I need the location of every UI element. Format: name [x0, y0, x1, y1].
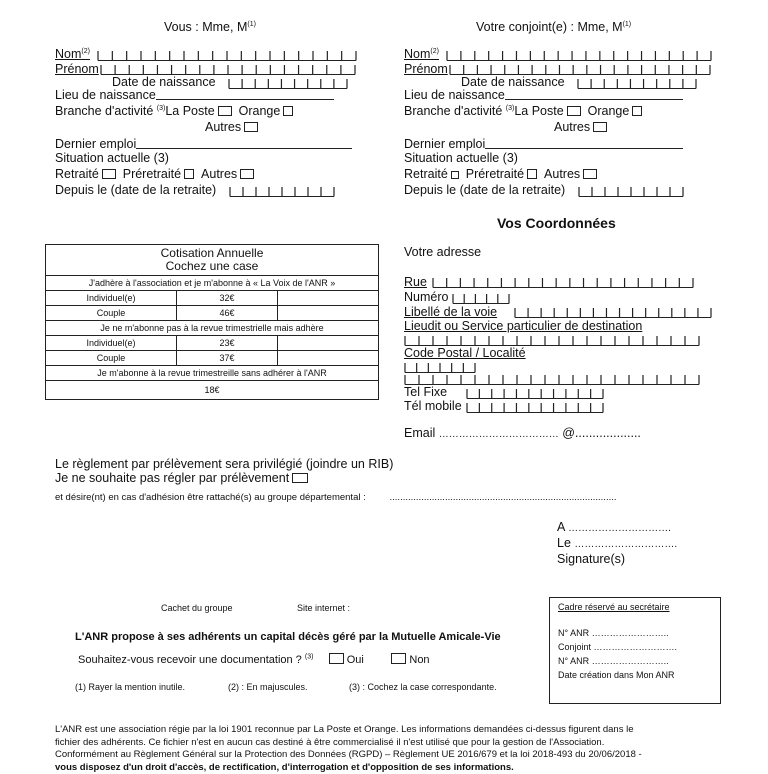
secretariat-title: Cadre réservé au secrétaire: [558, 602, 670, 612]
cotisation-section-3: Je m'abonne à la revue trimestreille sans adhérer à l'ANR: [46, 366, 379, 381]
groupe-departemental-line[interactable]: et désire(nt) en cas d'adhésion être rattaché(s) au groupe départemental : ......................................................................................: [55, 492, 617, 503]
signature-label: Signature(s): [557, 552, 626, 566]
table-row: 18€: [46, 381, 379, 400]
left-situation-label: Situation actuelle (3): [55, 151, 169, 165]
adresse-label: Votre adresse: [404, 245, 482, 259]
cotisation-section-2: Je ne m'abonne pas à la revue trimestrielle mais adhère: [46, 321, 379, 336]
mutuelle-title: L'ANR propose à ses adhérents un capital décès géré par la Mutuelle Amicale-Vie: [75, 631, 501, 643]
left-date-naissance-label: Date de naissance: [112, 75, 216, 89]
tel-fixe-label: Tel Fixe: [404, 385, 448, 399]
right-depuis-label: Depuis le (date de la retraite): [404, 183, 566, 197]
non-checkbox[interactable]: [391, 653, 406, 664]
left-dernier-emploi-label: Dernier emploi: [55, 137, 352, 151]
secretariat-n-anr: N° ANR ……………………..: [558, 628, 669, 638]
right-date-naissance-label: Date de naissance: [461, 75, 565, 89]
secretariat-n-anr-2: N° ANR ……………………..: [558, 656, 669, 666]
cotisation-choice-cell[interactable]: [278, 351, 379, 366]
right-la-poste-checkbox[interactable]: [567, 106, 581, 116]
right-situation-label: Situation actuelle (3): [404, 151, 518, 165]
left-preretraite-checkbox[interactable]: [184, 169, 194, 179]
left-header: Vous : Mme, $M^{(1)}$: [164, 20, 256, 34]
left-orange-checkbox[interactable]: [283, 106, 293, 116]
numero-label: Numéro: [404, 290, 449, 304]
table-row: Couple 46€: [46, 306, 379, 321]
tel-mobile-input[interactable]: [466, 400, 604, 418]
secretariat-box: [549, 597, 721, 704]
cotisation-choice-cell[interactable]: [278, 336, 379, 351]
cotisation-choice-cell[interactable]: [278, 291, 379, 306]
email-row[interactable]: Email ……………………………… @...................: [404, 426, 641, 440]
secretariat-conjoint: Conjoint ……………………….: [558, 642, 678, 652]
signature-a[interactable]: A ………………………….: [557, 520, 671, 534]
right-depuis-input[interactable]: [578, 184, 684, 202]
cotisation-table: [45, 244, 379, 400]
no-prelevement-checkbox[interactable]: [292, 473, 308, 483]
lieudit-label: Lieudit ou Service particulier de destination: [404, 319, 643, 333]
signature-le[interactable]: Le ………………………….: [557, 536, 678, 550]
footer-legal: L'ANR est une association régie par la loi 1901 reconnue par La Poste et Orange. Les informations demandées ci-dessus figurent dans le fichier des adhérents. Ce fichier n'est en aucun cas destiné à être commercialisé il n'est utilisé que pour la gestion de l'Association. Conformément au Règlement Général sur la Protection des Données (RGPD) – Règlement UE 2016/679 et la loi 2018-493 du 20/06/2018 - vous disposez d'un droit d'accès, de rectification, d'interrogation et d'opposition de ses informations.: [55, 724, 642, 773]
right-situation-row: Retraité Préretraité Autres: [404, 167, 597, 181]
left-lieu-naissance-label: Lieu de naissance: [55, 88, 334, 102]
cotisation-choice-cell[interactable]: [278, 306, 379, 321]
right-orange-checkbox[interactable]: [632, 106, 642, 116]
mutuelle-question: Souhaitez-vous recevoir une documentation ? $^{(3)}$ Oui Non: [78, 653, 430, 666]
reglement-line-1: Le règlement par prélèvement sera privilégié (joindre un RIB): [55, 457, 394, 471]
cotisation-section-1: J'adhère à l'association et je m'abonne à « La Voix de l'ANR »: [46, 276, 379, 291]
table-row: Individuel(e) 32€: [46, 291, 379, 306]
table-row: Individuel(e) 23€: [46, 336, 379, 351]
right-lieu-naissance-label: Lieu de naissance: [404, 88, 683, 102]
left-retraite-checkbox[interactable]: [102, 169, 116, 179]
table-row: Couple 37€: [46, 351, 379, 366]
rue-label: Rue: [404, 275, 427, 289]
secretariat-date-creation: Date création dans Mon ANR: [558, 670, 675, 680]
left-situation-row: Retraité Préretraité Autres: [55, 167, 254, 181]
left-autres2-checkbox[interactable]: [240, 169, 254, 179]
reglement-line-2: Je ne souhaite pas régler par prélèvement: [55, 471, 308, 485]
coordonnees-title: Vos Coordonnées: [497, 215, 616, 231]
right-nom-label: Nom$^{(2)}$: [404, 47, 439, 61]
note-3: (3) : Cochez la case correspondante.: [349, 682, 497, 692]
right-preretraite-checkbox[interactable]: [527, 169, 537, 179]
right-prenom-label: Prénom: [404, 62, 448, 76]
right-autres-checkbox[interactable]: [593, 122, 607, 132]
left-prenom-label: Prénom: [55, 62, 99, 76]
cotisation-title: Cotisation Annuelle Cochez une case: [46, 245, 379, 276]
left-depuis-input[interactable]: [229, 184, 335, 202]
site-label: Site internet :: [297, 603, 351, 613]
left-nom-label: Nom$^{(2)}$: [55, 47, 90, 61]
left-depuis-label: Depuis le (date de la retraite): [55, 183, 217, 197]
tel-mobile-label: Tél mobile: [404, 399, 462, 413]
left-autres-row: Autres: [205, 120, 258, 134]
right-autres-row: Autres: [554, 120, 607, 134]
oui-checkbox[interactable]: [329, 653, 344, 664]
right-retraite-checkbox[interactable]: [451, 171, 459, 179]
left-autres-checkbox[interactable]: [244, 122, 258, 132]
right-dernier-emploi-label: Dernier emploi: [404, 137, 683, 151]
left-branche-row: Branche d'activité $^{(3)}$La Poste Orange: [55, 104, 293, 118]
left-la-poste-checkbox[interactable]: [218, 106, 232, 116]
note-2: (2) : En majuscules.: [228, 682, 308, 692]
cachet-label: Cachet du groupe: [161, 603, 233, 613]
libelle-label: Libellé de la voie: [404, 305, 498, 319]
note-1: (1) Rayer la mention inutile.: [75, 682, 186, 692]
right-header: Votre conjoint(e) : Mme, $M^{(1)}$: [476, 20, 632, 34]
right-branche-row: Branche d'activité $^{(3)}$La Poste Orange: [404, 104, 642, 118]
cp-label: Code Postal / Localité: [404, 346, 526, 360]
right-autres2-checkbox[interactable]: [583, 169, 597, 179]
